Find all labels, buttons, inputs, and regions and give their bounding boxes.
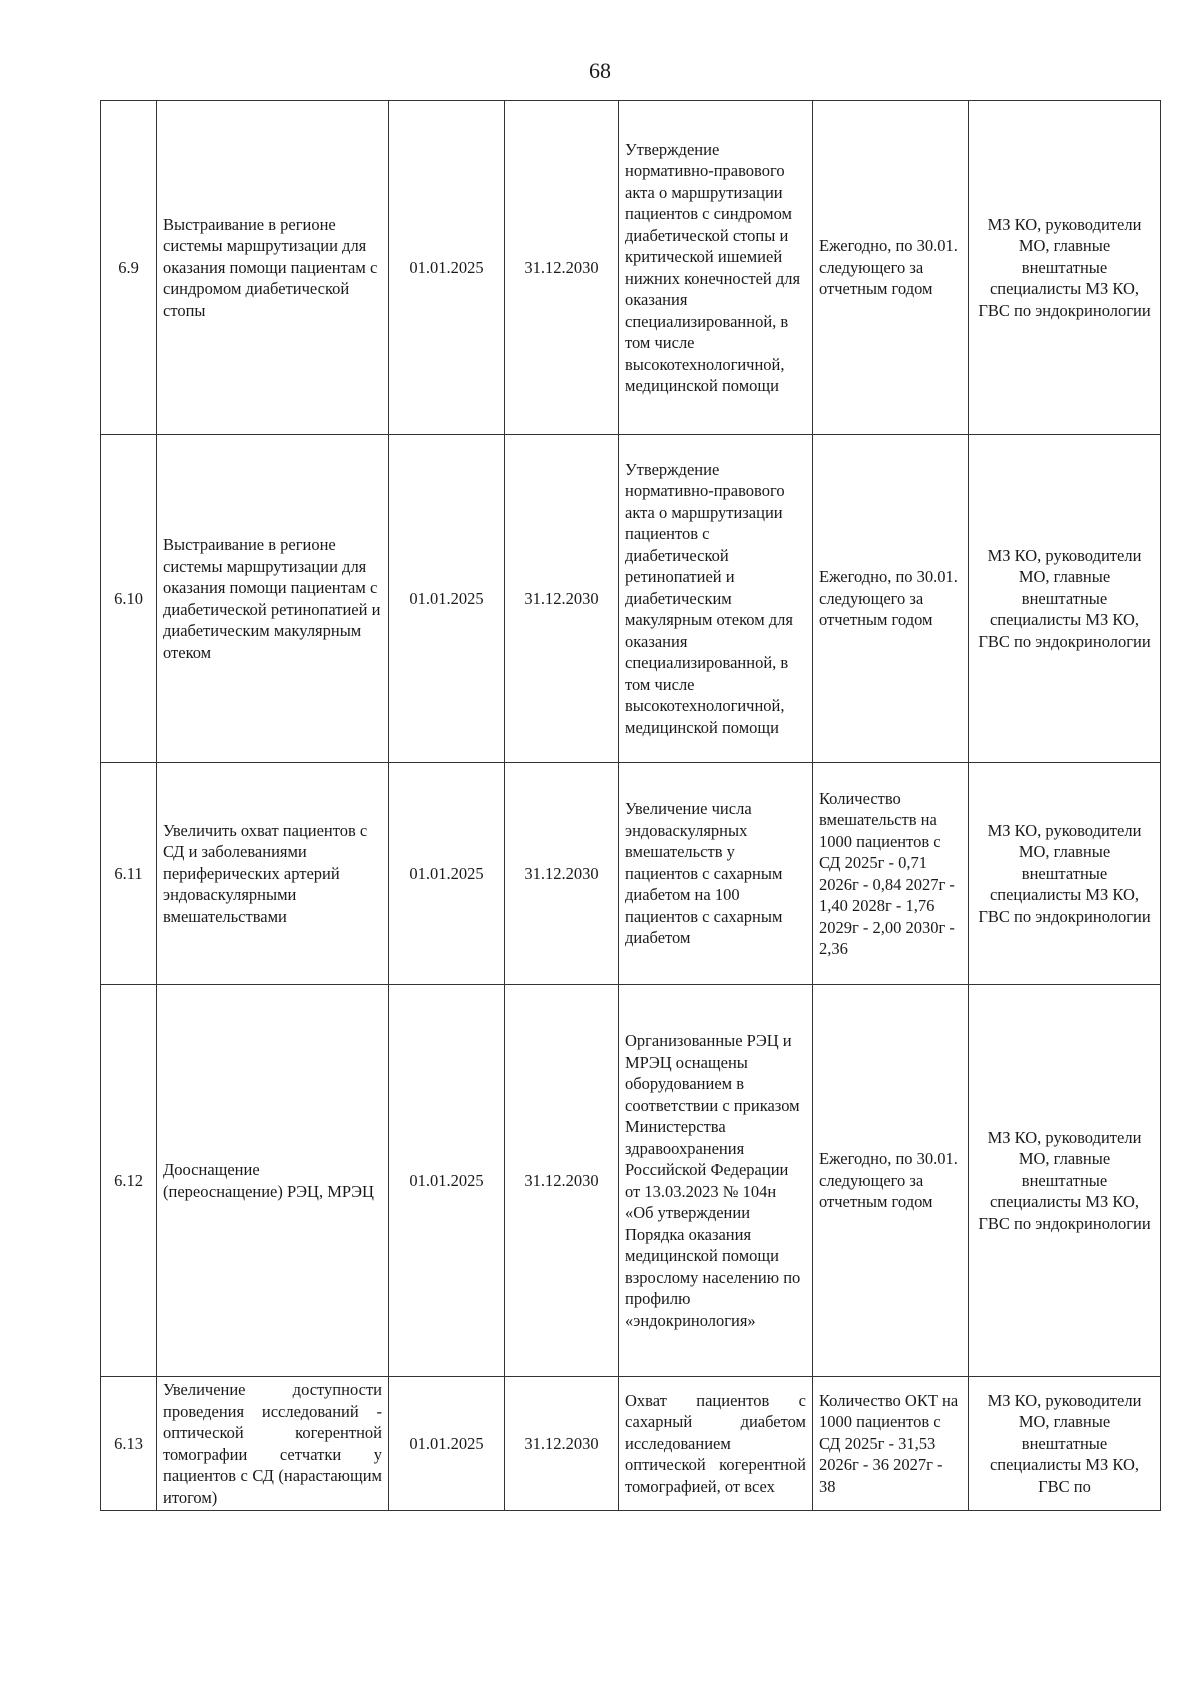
start-date-cell: 01.01.2025 — [389, 985, 505, 1377]
table-row — [101, 763, 1161, 985]
deadline-cell: Ежегодно, по 30.01. следующего за отчетным годом — [813, 101, 969, 435]
table-row — [101, 985, 1161, 1377]
deadline-cell: Количество ОКТ на 1000 пациентов с СД 2025г - 31,53 2026г - 36 2027г - 38 — [813, 1377, 969, 1511]
page-number: 68 — [589, 58, 611, 83]
end-date-cell: 31.12.2030 — [505, 763, 619, 985]
end-date-cell: 31.12.2030 — [505, 435, 619, 763]
event-cell: Дооснащение (переоснащение) РЭЦ, МРЭЦ — [157, 985, 389, 1377]
row-number: 6.10 — [101, 435, 157, 763]
table-row — [101, 435, 1161, 763]
start-date-cell: 01.01.2025 — [389, 435, 505, 763]
result-cell: Охват пациентов с сахарный диабетом исследованием оптической когерентной томографией, от всех — [619, 1377, 813, 1511]
table-row — [101, 1377, 1161, 1511]
responsible-cell: МЗ КО, руководители МО, главные внештатные специалисты МЗ КО, ГВС по эндокринологии — [969, 985, 1161, 1377]
result-cell: Организованные РЭЦ и МРЭЦ оснащены оборудованием в соответствии с приказом Министерства здравоохранения Российской Федерации от 13.03.2023 № 104н «Об утверждении Порядка оказания медицинской помощи взрослому населению по профилю «эндокринология» — [619, 985, 813, 1377]
responsible-cell: МЗ КО, руководители МО, главные внештатные специалисты МЗ КО, ГВС по эндокринологии — [969, 435, 1161, 763]
responsible-cell: МЗ КО, руководители МО, главные внештатные специалисты МЗ КО, ГВС по эндокринологии — [969, 101, 1161, 435]
result-cell: Увеличение числа эндоваскулярных вмешательств у пациентов с сахарным диабетом на 100 пациентов с сахарным диабетом — [619, 763, 813, 985]
event-cell: Увеличить охват пациентов с СД и заболеваниями периферических артерий эндоваскулярными вмешательствами — [157, 763, 389, 985]
row-number: 6.12 — [101, 985, 157, 1377]
measures-table — [100, 100, 1161, 1511]
result-cell: Утверждение нормативно-правового акта о маршрутизации пациентов с синдромом диабетической стопы и критической ишемией нижних конечностей для оказания специализированной, в том числе высокотехнологичной, медицинской помощи — [619, 101, 813, 435]
row-number: 6.11 — [101, 763, 157, 985]
deadline-cell: Ежегодно, по 30.01. следующего за отчетным годом — [813, 435, 969, 763]
deadline-cell: Количество вмешательств на 1000 пациентов с СД 2025г - 0,71 2026г - 0,84 2027г - 1,40 2028г - 1,76 2029г - 2,00 2030г - 2,36 — [813, 763, 969, 985]
start-date-cell: 01.01.2025 — [389, 763, 505, 985]
end-date-cell: 31.12.2030 — [505, 101, 619, 435]
row-number: 6.13 — [101, 1377, 157, 1511]
end-date-cell: 31.12.2030 — [505, 985, 619, 1377]
row-number: 6.9 — [101, 101, 157, 435]
result-cell: Утверждение нормативно-правового акта о маршрутизации пациентов с диабетической ретинопатией и диабетическим макулярным отеком для оказания специализированной, в том числе высокотехнологичной, медицинской помощи — [619, 435, 813, 763]
start-date-cell: 01.01.2025 — [389, 1377, 505, 1511]
deadline-cell: Ежегодно, по 30.01. следующего за отчетным годом — [813, 985, 969, 1377]
event-cell: Выстраивание в регионе системы маршрутизации для оказания помощи пациентам с синдромом диабетической стопы — [157, 101, 389, 435]
start-date-cell: 01.01.2025 — [389, 101, 505, 435]
end-date-cell: 31.12.2030 — [505, 1377, 619, 1511]
responsible-cell: МЗ КО, руководители МО, главные внештатные специалисты МЗ КО, ГВС по — [969, 1377, 1161, 1511]
event-cell: Увеличение доступности проведения исследований - оптической когерентной томографии сетчатки у пациентов с СД (нарастающим итогом) — [157, 1377, 389, 1511]
responsible-cell: МЗ КО, руководители МО, главные внештатные специалисты МЗ КО, ГВС по эндокринологии — [969, 763, 1161, 985]
table-row — [101, 101, 1161, 435]
event-cell: Выстраивание в регионе системы маршрутизации для оказания помощи пациентам с диабетической ретинопатией и диабетическим макулярным отеком — [157, 435, 389, 763]
